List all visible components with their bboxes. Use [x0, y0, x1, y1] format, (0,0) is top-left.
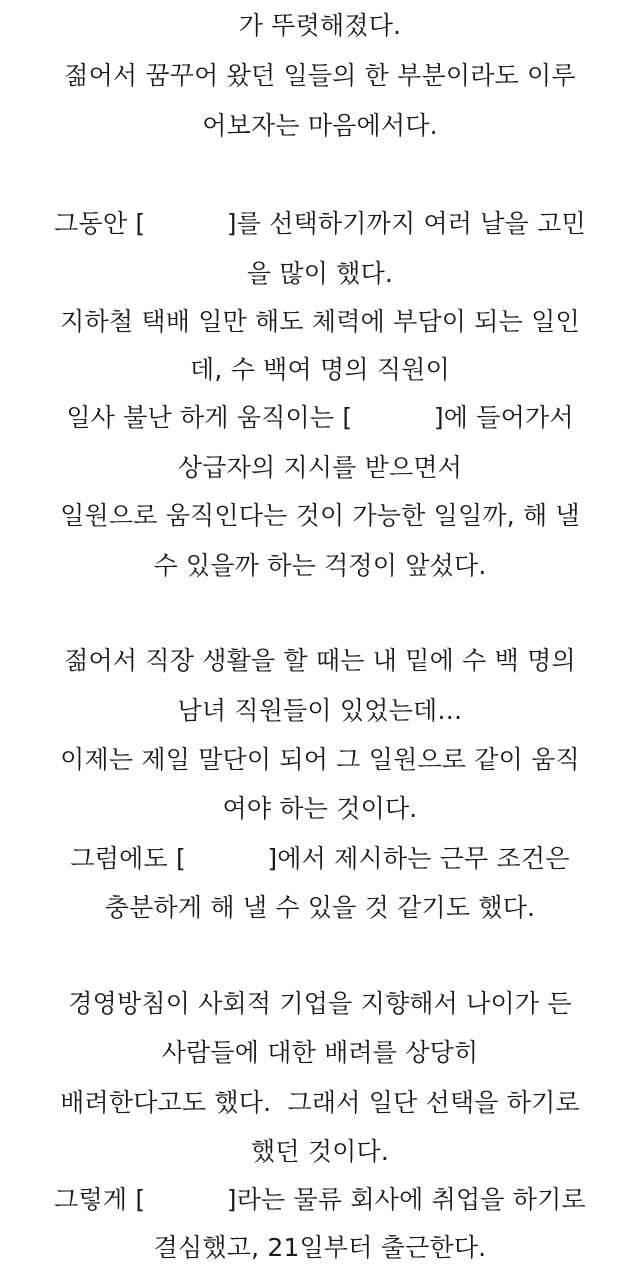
text-line: 일사 불난 하게 움직이는 [ ]에 들어가서 — [66, 403, 574, 432]
text-line: 어보자는 마음에서다. — [202, 111, 438, 140]
text-line: 했던 것이다. — [250, 1137, 390, 1166]
text-line: 데, 수 백여 명의 직원이 — [190, 355, 450, 384]
text-line: 을 많이 했다. — [246, 259, 394, 288]
text-line: 남녀 직원들이 있었는데… — [177, 696, 463, 725]
text-line: 젊어서 꿈꾸어 왔던 일들의 한 부분이라도 이루 — [64, 61, 576, 90]
text-line: 그동안 [ ]를 선택하기까지 여러 날을 고민 — [54, 209, 586, 238]
text-line: 충분하게 해 낼 수 있을 것 같기도 했다. — [104, 893, 536, 922]
text-line: 일원으로 움직인다는 것이 가능한 일일까, 해 낼 — [60, 501, 580, 530]
text-line: 사람들에 대한 배려를 상당히 — [161, 1038, 479, 1067]
text-line: 이제는 제일 말단이 되어 그 일원으로 같이 움직 — [60, 745, 580, 774]
text-line: 젊어서 직장 생활을 할 때는 내 밑에 수 백 명의 — [64, 646, 576, 675]
text-line: 그럼에도 [ ]에서 제시하는 근무 조건은 — [70, 844, 570, 873]
text-line: 그렇게 [ ]라는 물류 회사에 취업을 하기로 — [54, 1185, 586, 1214]
text-line: 수 있을까 하는 걱정이 앞섰다. — [153, 551, 487, 580]
text-line: 상급자의 지시를 받으면서 — [177, 453, 463, 482]
text-line: 경영방침이 사회적 기업을 지향해서 나이가 든 — [68, 989, 572, 1018]
text-line: 결심했고, 21일부터 출근한다. — [153, 1233, 487, 1262]
text-line: 여야 하는 것이다. — [222, 794, 418, 823]
text-line: 가 뚜렷해졌다. — [238, 11, 402, 40]
text-line: 지하철 택배 일만 해도 체력에 부담이 되는 일인 — [60, 307, 580, 336]
text-line: 배려한다고도 했다. 그래서 일단 선택을 하기로 — [60, 1088, 580, 1117]
